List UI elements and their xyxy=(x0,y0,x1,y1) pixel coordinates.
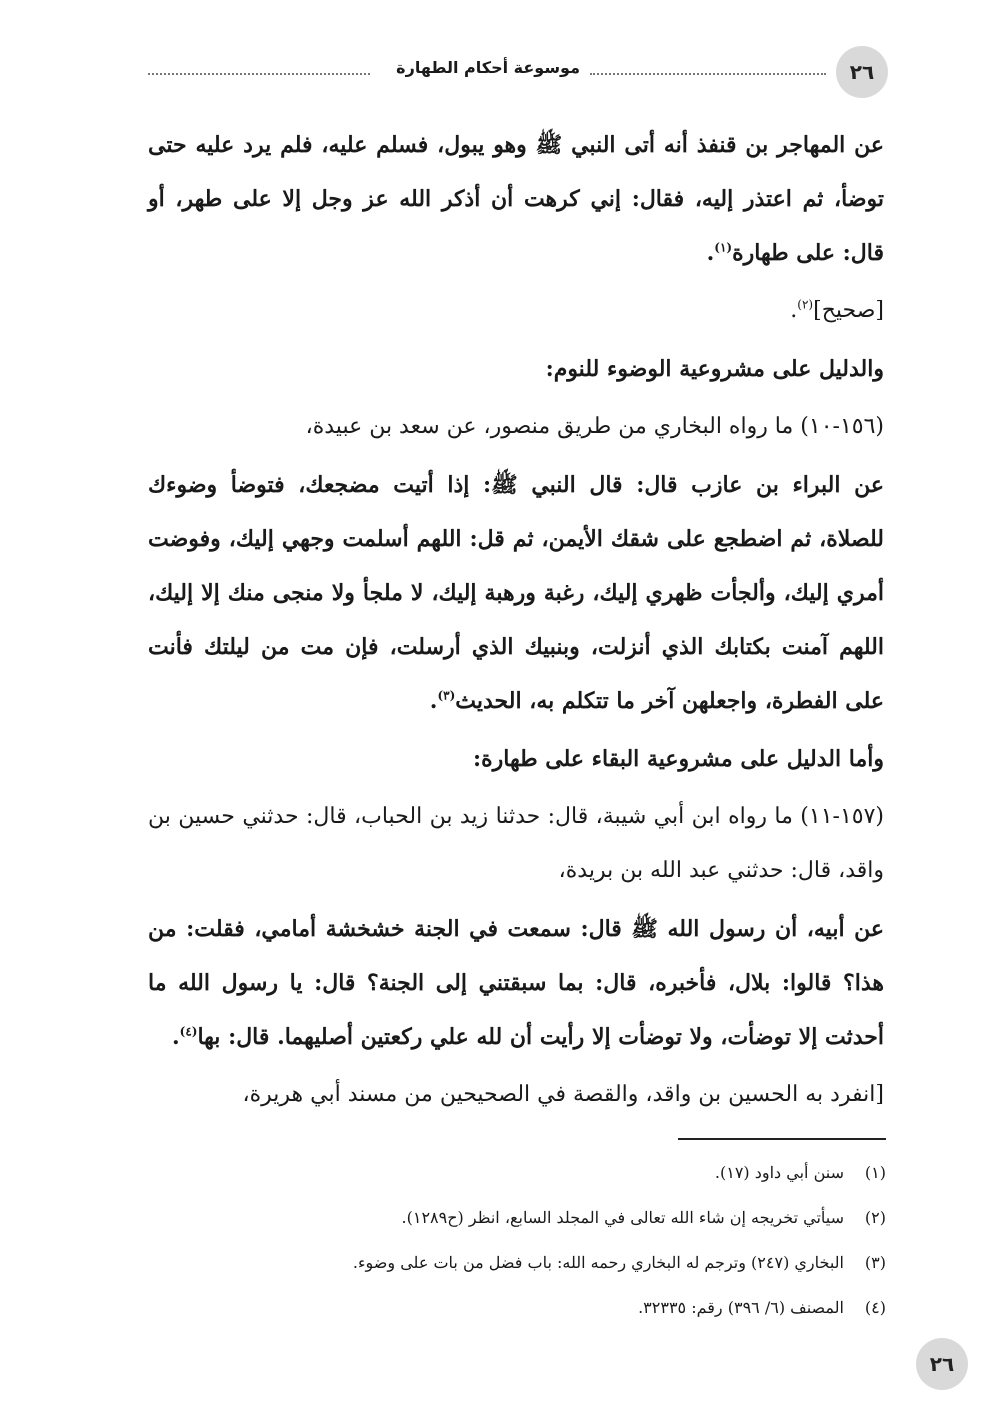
footnote-ref-1: (١) xyxy=(714,240,733,255)
footnote-number: (٣) xyxy=(864,1253,886,1272)
header-dotted-rule-left xyxy=(148,73,370,75)
footnote-ref-3: (٣) xyxy=(437,688,456,703)
footnote-text: المصنف (٦/ ٣٩٦) رقم: ٣٢٣٣٥. xyxy=(638,1298,844,1317)
heading-remaining-pure-evidence: وأما الدليل على مشروعية البقاء على طهارة: xyxy=(472,746,884,772)
paragraph-hadith-bilal: عن أبيه، أن رسول الله ﷺ قال: سمعت في الجنة خشخشة أمامي، فقلت: من هذا؟ قالوا: بلال، فأخبره، قال: بما سبقتني إلى الجنة؟ قال: يا رسول الله ما أحدثت إلا توضأت، ولا توضأت إلا رأيت أن لله علي ركعتين أصليهما. قال: بها$^{(٤)}$. xyxy=(148,916,884,1050)
footnote-number: (٢) xyxy=(864,1208,886,1227)
footer-page-number: ٢٦ xyxy=(916,1338,968,1390)
footnote-text: البخاري (٢٤٧) وترجم له البخاري رحمه الله: باب فضل من بات على وضوء. xyxy=(352,1253,844,1272)
footnote-2 xyxy=(146,1195,886,1240)
footnote-3 xyxy=(146,1240,886,1285)
paragraph-isnad-bukhari: (١٥٦-١٠) ما رواه البخاري من طريق منصور، عن سعد بن عبيدة، xyxy=(305,414,884,439)
footnote-4 xyxy=(146,1285,886,1330)
footnote-number: (٤) xyxy=(864,1298,886,1317)
footnote-ref-2: (٢) xyxy=(797,297,814,312)
footnote-1 xyxy=(146,1150,886,1195)
heading-sleep-evidence: والدليل على مشروعية الوضوء للنوم: xyxy=(545,356,884,382)
paragraph-grading-note: [انفرد به الحسين بن واقد، والقصة في الصحيحين من مسند أبي هريرة، xyxy=(242,1082,884,1107)
header-dotted-rule-right xyxy=(590,73,826,75)
paragraph-hadith-bara: عن البراء بن عازب قال: قال النبي ﷺ: إذا أتيت مضجعك، فتوضأ وضوءك للصلاة، ثم اضطجع على شقك الأيمن، ثم قل: اللهم أسلمت وجهي إليك، وفوضت أمري إليك، وألجأت ظهري إليك، رغبة ورهبة إليك، لا ملجأ ولا منجى منك إلا إليك، اللهم آمنت بكتابك الذي أنزلت، وبنبيك الذي أرسلت، فإن مت من ليلتك فأنت على الفطرة، واجعلهن آخر ما تتكلم به، الحديث$^{(٣)}$. xyxy=(148,472,884,714)
footnote-number: (١) xyxy=(864,1163,886,1182)
footnote-ref-4: (٤) xyxy=(179,1024,198,1039)
header-book-title: موسوعة أحكام الطهارة xyxy=(388,58,588,77)
paragraph-grading-sahih: [صحيح]$^{(٢)}$. xyxy=(790,297,884,323)
footnotes xyxy=(146,1150,886,1330)
paragraph-hadith-muhajir: عن المهاجر بن قنفذ أنه أتى النبي ﷺ وهو يبول، فسلم عليه، فلم يرد عليه حتى توضأ، ثم اعتذر إليه، فقال: إني كرهت أن أذكر الله عز وجل إلا على طهر، أو قال: على طهارة$^{(١)}$. xyxy=(148,132,884,266)
footnote-text: سيأتي تخريجه إن شاء الله تعالى في المجلد السابع، انظر (ح١٢٨٩). xyxy=(401,1208,844,1227)
footnote-text: سنن أبي داود (١٧). xyxy=(714,1163,844,1182)
header-page-number: ٢٦ xyxy=(836,46,888,98)
footnote-separator xyxy=(678,1138,886,1140)
page-header xyxy=(140,44,888,98)
main-text xyxy=(148,118,884,1122)
paragraph-isnad-ibn-abi-shaybah: (١٥٧-١١) ما رواه ابن أبي شيبة، قال: حدثنا زيد بن الحباب، قال: حدثني حسين بن واقد، قال: حدثني عبد الله بن بريدة، xyxy=(148,804,884,883)
